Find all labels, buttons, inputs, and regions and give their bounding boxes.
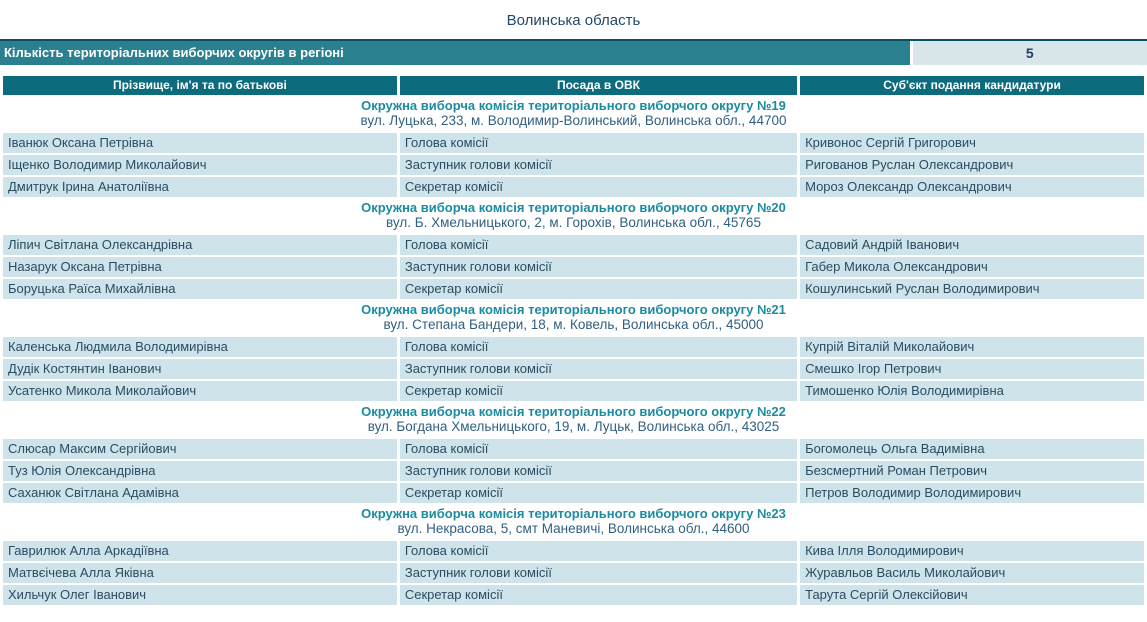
name-cell: Боруцька Раїса Михайлівна bbox=[3, 279, 397, 299]
section-header-row bbox=[3, 505, 1144, 539]
position-cell: Заступник голови комісії bbox=[400, 461, 797, 481]
commission-address: вул. Луцька, 233, м. Володимир-Волинський, Волинська обл., 44700 bbox=[360, 113, 787, 128]
table-row bbox=[3, 461, 1144, 481]
column-header-position: Посада в ОВК bbox=[400, 76, 797, 95]
subject-cell: Безсмертний Роман Петрович bbox=[800, 461, 1144, 481]
section-header-cell bbox=[3, 301, 1144, 335]
name-cell: Іщенко Володимир Миколайович bbox=[3, 155, 397, 175]
subject-cell: Габер Микола Олександрович bbox=[800, 257, 1144, 277]
table-row bbox=[3, 279, 1144, 299]
table-header-row bbox=[3, 76, 1144, 95]
section-header-cell bbox=[3, 199, 1144, 233]
position-cell: Заступник голови комісії bbox=[400, 155, 797, 175]
subject-cell: Петров Володимир Володимирович bbox=[800, 483, 1144, 503]
table-row bbox=[3, 563, 1144, 583]
column-header-subject: Суб'єкт подання кандидатури bbox=[800, 76, 1144, 95]
table-row bbox=[3, 439, 1144, 459]
region-commissions-page bbox=[0, 12, 1147, 607]
subject-cell: Кива Ілля Володимирович bbox=[800, 541, 1144, 561]
name-cell: Саханюк Світлана Адамівна bbox=[3, 483, 397, 503]
name-cell: Слюсар Максим Сергійович bbox=[3, 439, 397, 459]
position-cell: Голова комісії bbox=[400, 439, 797, 459]
name-cell: Ліпич Світлана Олександрівна bbox=[3, 235, 397, 255]
position-cell: Заступник голови комісії bbox=[400, 563, 797, 583]
name-cell: Усатенко Микола Миколайович bbox=[3, 381, 397, 401]
commissions-table bbox=[0, 74, 1147, 607]
column-header-name: Прізвище, ім'я та по батькові bbox=[3, 76, 397, 95]
table-row bbox=[3, 483, 1144, 503]
table-row bbox=[3, 359, 1144, 379]
position-cell: Секретар комісії bbox=[400, 381, 797, 401]
subject-cell: Садовий Андрій Іванович bbox=[800, 235, 1144, 255]
position-cell: Заступник голови комісії bbox=[400, 359, 797, 379]
section-header-row bbox=[3, 403, 1144, 437]
districts-counter bbox=[0, 39, 1147, 65]
table-row bbox=[3, 177, 1144, 197]
commission-title: Окружна виборча комісія територіального виборчого округу №19 bbox=[361, 98, 786, 113]
table-row bbox=[3, 337, 1144, 357]
subject-cell: Смешко Ігор Петрович bbox=[800, 359, 1144, 379]
name-cell: Назарук Оксана Петрівна bbox=[3, 257, 397, 277]
subject-cell: Кошулинський Руслан Володимирович bbox=[800, 279, 1144, 299]
section-header-cell bbox=[3, 505, 1144, 539]
subject-cell: Тарута Сергій Олексійович bbox=[800, 585, 1144, 605]
position-cell: Секретар комісії bbox=[400, 585, 797, 605]
position-cell: Голова комісії bbox=[400, 235, 797, 255]
position-cell: Голова комісії bbox=[400, 337, 797, 357]
section-header-cell bbox=[3, 97, 1144, 131]
table-row bbox=[3, 541, 1144, 561]
section-header-row bbox=[3, 199, 1144, 233]
subject-cell: Журавльов Василь Миколайович bbox=[800, 563, 1144, 583]
table-row bbox=[3, 257, 1144, 277]
position-cell: Секретар комісії bbox=[400, 483, 797, 503]
table-row bbox=[3, 155, 1144, 175]
name-cell: Туз Юлія Олександрівна bbox=[3, 461, 397, 481]
table-row bbox=[3, 235, 1144, 255]
commission-address: вул. Б. Хмельницького, 2, м. Горохів, Волинська обл., 45765 bbox=[386, 215, 761, 230]
section-header-row bbox=[3, 301, 1144, 335]
name-cell: Дудік Костянтин Іванович bbox=[3, 359, 397, 379]
commission-title: Окружна виборча комісія територіального виборчого округу №20 bbox=[361, 200, 786, 215]
subject-cell: Ригованов Руслан Олександрович bbox=[800, 155, 1144, 175]
commission-address: вул. Некрасова, 5, смт Маневичі, Волинська обл., 44600 bbox=[397, 521, 750, 536]
commission-title: Окружна виборча комісія територіального виборчого округу №23 bbox=[361, 506, 786, 521]
table-row bbox=[3, 585, 1144, 605]
name-cell: Гаврилюк Алла Аркадіївна bbox=[3, 541, 397, 561]
name-cell: Хильчук Олег Іванович bbox=[3, 585, 397, 605]
table-row bbox=[3, 381, 1144, 401]
districts-counter-value: 5 bbox=[913, 41, 1147, 65]
subject-cell: Кривонос Сергій Григорович bbox=[800, 133, 1144, 153]
section-header-row bbox=[3, 97, 1144, 131]
commission-title: Окружна виборча комісія територіального виборчого округу №22 bbox=[361, 404, 786, 419]
name-cell: Каленська Людмила Володимирівна bbox=[3, 337, 397, 357]
name-cell: Іванюк Оксана Петрівна bbox=[3, 133, 397, 153]
subject-cell: Мороз Олександр Олександрович bbox=[800, 177, 1144, 197]
section-header-cell bbox=[3, 403, 1144, 437]
name-cell: Дмитрук Ірина Анатоліївна bbox=[3, 177, 397, 197]
commission-title: Окружна виборча комісія територіального виборчого округу №21 bbox=[361, 302, 786, 317]
position-cell: Голова комісії bbox=[400, 541, 797, 561]
table-row bbox=[3, 133, 1144, 153]
table-body bbox=[3, 97, 1144, 605]
subject-cell: Богомолець Ольга Вадимівна bbox=[800, 439, 1144, 459]
page-title: Волинська область bbox=[506, 12, 641, 29]
name-cell: Матвєічева Алла Яківна bbox=[3, 563, 397, 583]
position-cell: Секретар комісії bbox=[400, 279, 797, 299]
districts-counter-label: Кількість територіальних виборчих округів в регіоні bbox=[0, 41, 910, 65]
subject-cell: Тимошенко Юлія Володимирівна bbox=[800, 381, 1144, 401]
position-cell: Голова комісії bbox=[400, 133, 797, 153]
position-cell: Заступник голови комісії bbox=[400, 257, 797, 277]
commission-address: вул. Степана Бандери, 18, м. Ковель, Волинська обл., 45000 bbox=[383, 317, 764, 332]
subject-cell: Купрій Віталій Миколайович bbox=[800, 337, 1144, 357]
commission-address: вул. Богдана Хмельницького, 19, м. Луцьк, Волинська обл., 43025 bbox=[367, 419, 780, 434]
position-cell: Секретар комісії bbox=[400, 177, 797, 197]
